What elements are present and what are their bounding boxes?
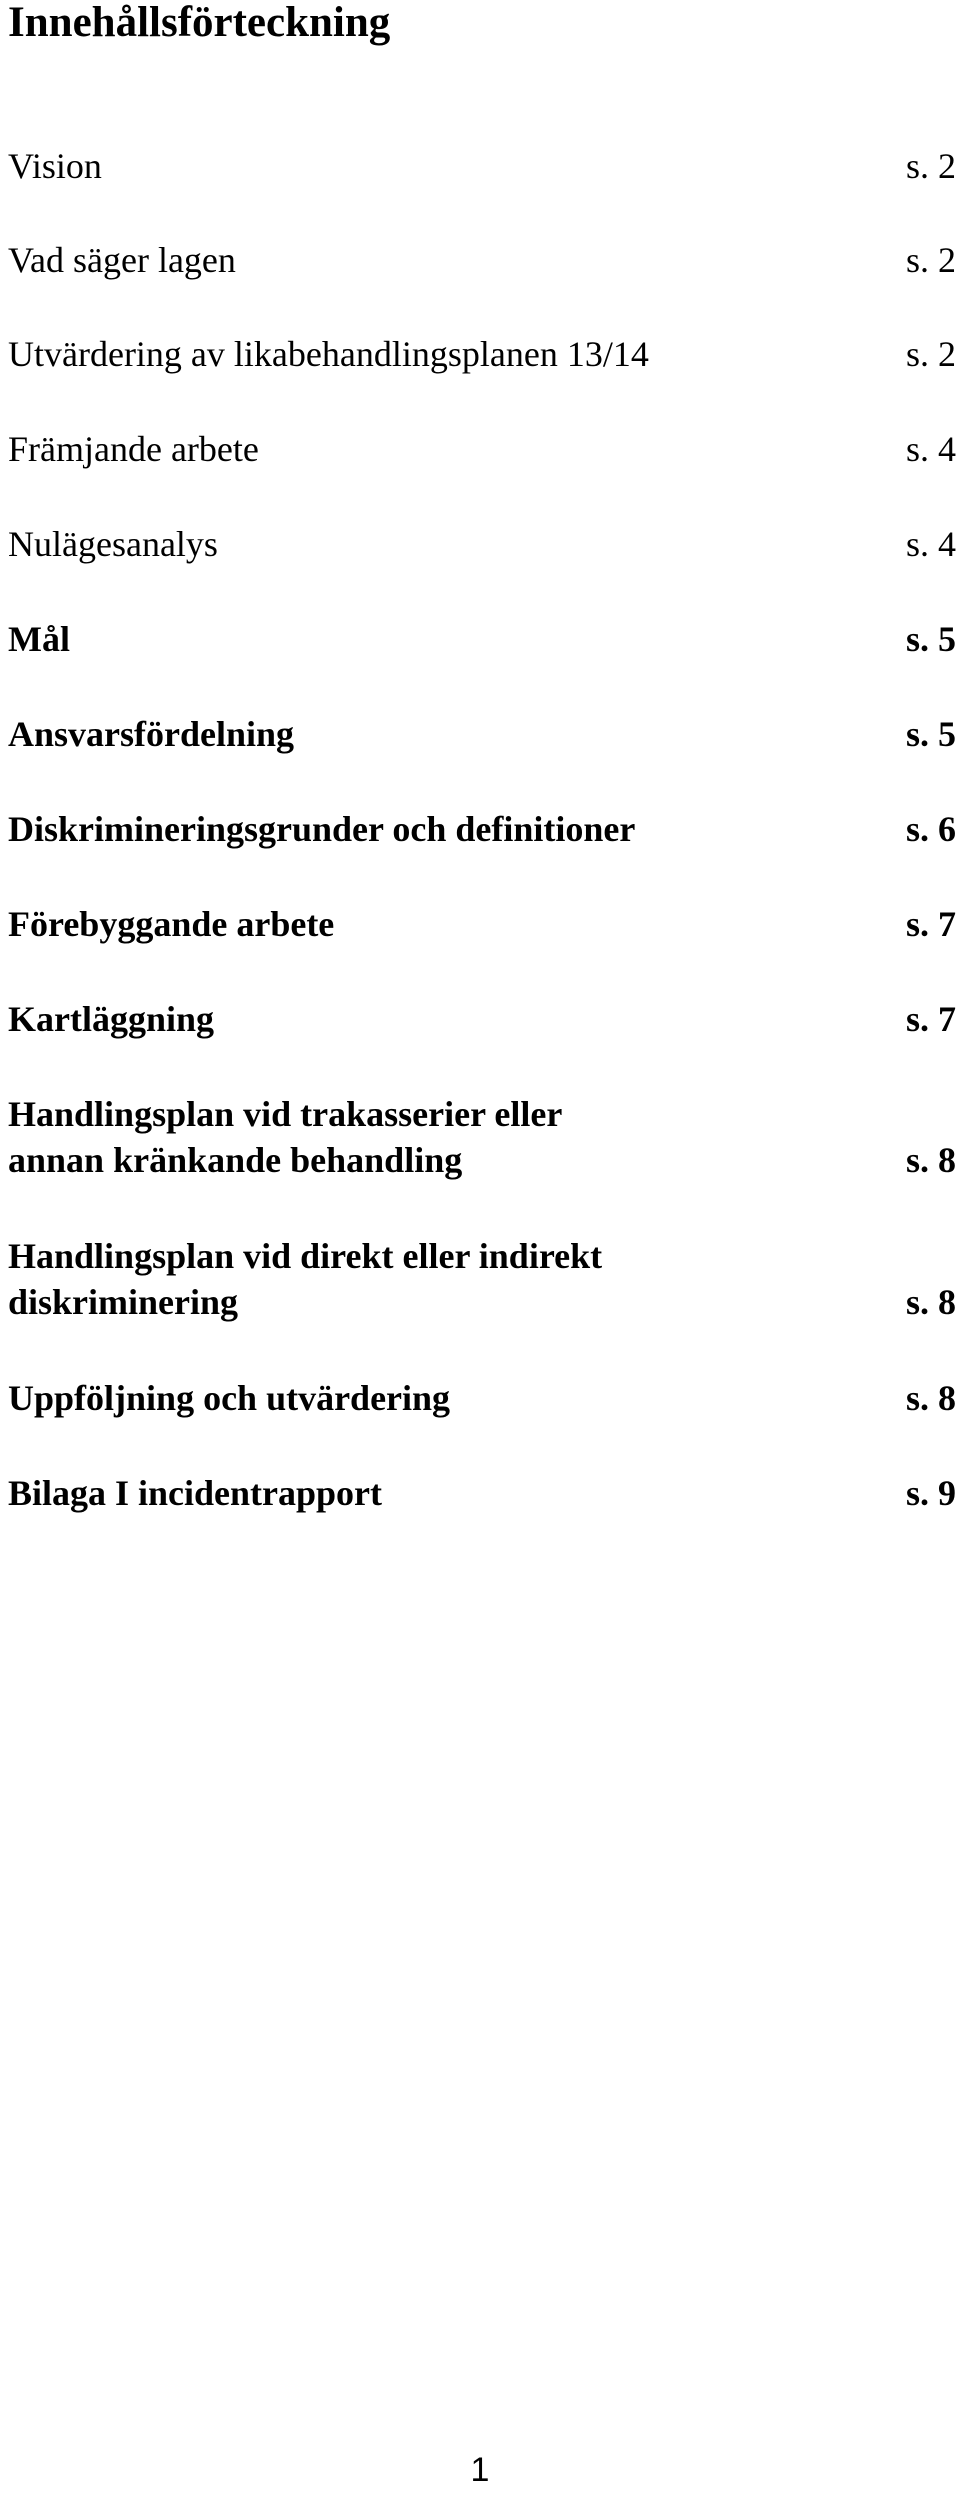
- page-title: Innehållsförteckning: [8, 0, 391, 46]
- toc-entry-mal: [8, 616, 956, 662]
- toc-entry-page: s. 2: [905, 334, 956, 374]
- toc-entry-page: s. 2: [905, 240, 956, 280]
- toc-entry-label: Bilaga I incidentrapport: [8, 1473, 383, 1513]
- toc-entry-vad-sager-lagen: [8, 237, 956, 283]
- toc-entry-page: s. 4: [905, 524, 956, 564]
- toc-entry-page: s. 9: [905, 1473, 956, 1513]
- toc-entry-vision: [8, 143, 956, 189]
- toc-entry-page: s. 5: [905, 619, 956, 659]
- toc-entry-forebyggande-arbete: [8, 901, 956, 947]
- toc-entry-handlingsplan-diskriminering: [8, 1233, 956, 1325]
- toc-entry-kartlaggning: [8, 996, 956, 1042]
- toc-entry-page: s. 6: [905, 809, 956, 849]
- toc-entry-page: s. 7: [905, 999, 956, 1039]
- toc-entry-label: Uppföljning och utvärdering: [8, 1378, 451, 1418]
- toc-entry-label: Handlingsplan vid direkt eller indirekt diskriminering: [8, 1236, 603, 1322]
- toc-entry-label: Förebyggande arbete: [8, 904, 335, 944]
- toc-entry-label: Utvärdering av likabehandlingsplanen 13/14: [8, 334, 649, 374]
- toc-entry-label: Handlingsplan vid trakasserier eller annan kränkande behandling: [8, 1094, 563, 1180]
- page-number: 1: [470, 2451, 490, 2489]
- toc-entry-label: Diskrimineringsgrunder och definitioner: [8, 809, 636, 849]
- toc-entry-page: s. 7: [905, 904, 956, 944]
- toc-entry-page: s. 8: [905, 1140, 956, 1180]
- toc-entry-page: s. 2: [905, 146, 956, 186]
- toc-entry-label: Nulägesanalys: [8, 524, 218, 564]
- toc-entry-utvardering: [8, 331, 956, 377]
- toc-entry-label: Kartläggning: [8, 999, 215, 1039]
- toc-entry-framjande-arbete: [8, 426, 956, 472]
- toc-entry-label: Ansvarsfördelning: [8, 714, 295, 754]
- toc-entry-handlingsplan-trakasserier: [8, 1091, 956, 1183]
- toc-entry-page: s. 8: [905, 1282, 956, 1322]
- toc-entry-label: Främjande arbete: [8, 429, 259, 469]
- toc-entry-uppfoljning: [8, 1375, 956, 1421]
- toc-entry-page: s. 5: [905, 714, 956, 754]
- toc-entry-page: s. 8: [905, 1378, 956, 1418]
- toc-entry-label: Vision: [8, 146, 102, 186]
- toc-entry-nulagesanalys: [8, 521, 956, 567]
- toc-entry-ansvarsfordelning: [8, 711, 956, 757]
- toc-entry-diskrimineringsgrunder: [8, 806, 956, 852]
- toc-entry-page: s. 4: [905, 429, 956, 469]
- toc-entry-label: Vad säger lagen: [8, 240, 236, 280]
- toc-entry-label: Mål: [8, 619, 70, 659]
- toc-entry-bilaga-incidentrapport: [8, 1470, 956, 1516]
